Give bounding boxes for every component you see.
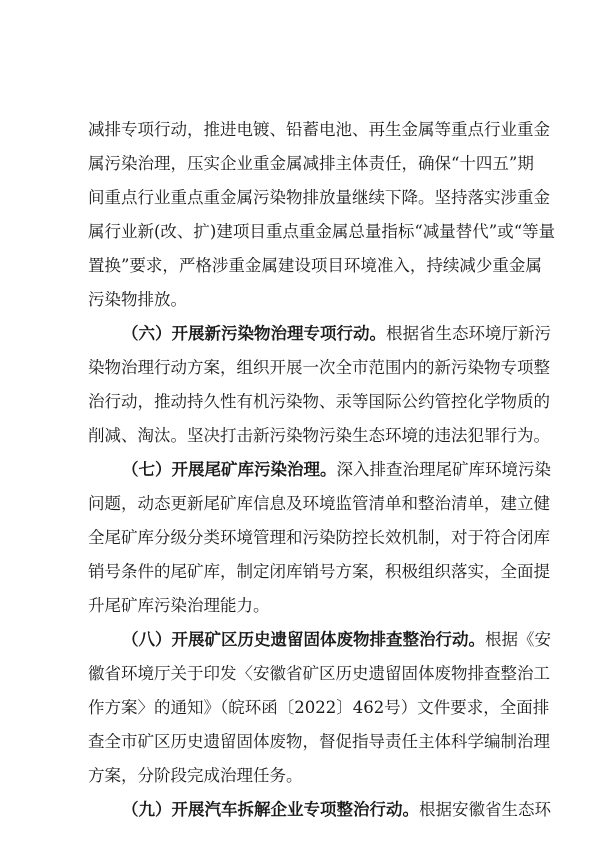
paragraph-line <box>88 252 542 280</box>
line-text: 查全市矿区历史遗留固体废物，督促指导责任主体科学编制治理 <box>88 732 550 751</box>
section-heading-line <box>122 456 551 484</box>
paragraph-line <box>88 660 550 688</box>
line-text: 削减、淘汰。坚决打击新污染物污染生态环境的违法犯罪行为。 <box>88 426 550 445</box>
paragraph-line <box>88 116 550 144</box>
paragraph-line <box>88 762 522 790</box>
line-text: 根据《安 <box>485 630 551 649</box>
line-text: 作方案〉的通知》（皖环函〔2022〕462号）文件要求，全面排 <box>88 698 550 717</box>
line-text: 深入排查治理尾矿库环境污染 <box>336 460 551 479</box>
line-text: 徽省环境厅关于印发〈安徽省矿区历史遗留固体废物排查整治工 <box>88 664 550 683</box>
section-heading: （九）开展汽车拆解企业专项整治行动。 <box>122 800 419 819</box>
line-text: 属行业新(改、扩)建项目重点重金属总量指标“减量替代”或“等量 <box>88 222 556 241</box>
paragraph-line <box>88 218 556 246</box>
paragraph-line <box>88 354 550 382</box>
line-text: 减排专项行动，推进电镀、铅蓄电池、再生金属等重点行业重金 <box>88 120 550 139</box>
line-text: 属污染治理，压实企业重金属减排主体责任，确保“十四五”期 <box>88 154 534 173</box>
paragraph-line <box>88 150 534 178</box>
section-heading-line <box>122 320 551 348</box>
line-text: 间重点行业重点重金属污染物排放量继续下降。坚持落实涉重金 <box>88 188 550 207</box>
paragraph-line <box>88 694 550 722</box>
section-heading: （七）开展尾矿库污染治理。 <box>122 460 337 479</box>
section-heading: （八）开展矿区历史遗留固体废物排查整治行动。 <box>122 630 485 649</box>
paragraph-line <box>88 184 550 212</box>
line-text: 污染物排放。 <box>88 290 187 309</box>
line-text: 置换”要求，严格涉重金属建设项目环境准入，持续减少重金属 <box>88 256 542 275</box>
section-heading-line <box>122 626 551 654</box>
line-text: 根据安徽省生态环 <box>419 800 551 819</box>
paragraph-line <box>88 422 550 450</box>
line-text: 染物治理行动方案，组织开展一次全市范围内的新污染物专项整 <box>88 358 550 377</box>
paragraph-line <box>88 592 522 620</box>
paragraph-line <box>88 490 550 518</box>
line-text: 根据省生态环境厅新污 <box>386 324 551 343</box>
line-text: 全尾矿库分级分类环境管理和污染防控长效机制，对于符合闭库 <box>88 528 550 547</box>
paragraph-line <box>88 558 550 586</box>
line-text: 升尾矿库污染治理能力。 <box>88 596 270 615</box>
paragraph-line <box>88 286 522 314</box>
section-heading-line <box>122 796 551 824</box>
line-text: 问题，动态更新尾矿库信息及环境监管清单和整治清单，建立健 <box>88 494 550 513</box>
line-text: 治行动，推动持久性有机污染物、汞等国际公约管控化学物质的 <box>88 392 550 411</box>
paragraph-line <box>88 388 550 416</box>
line-text: 方案，分阶段完成治理任务。 <box>88 766 303 785</box>
paragraph-line <box>88 728 550 756</box>
paragraph-line <box>88 524 550 552</box>
line-text: 销号条件的尾矿库，制定闭库销号方案，积极组织落实，全面提 <box>88 562 550 581</box>
section-heading: （六）开展新污染物治理专项行动。 <box>122 324 386 343</box>
